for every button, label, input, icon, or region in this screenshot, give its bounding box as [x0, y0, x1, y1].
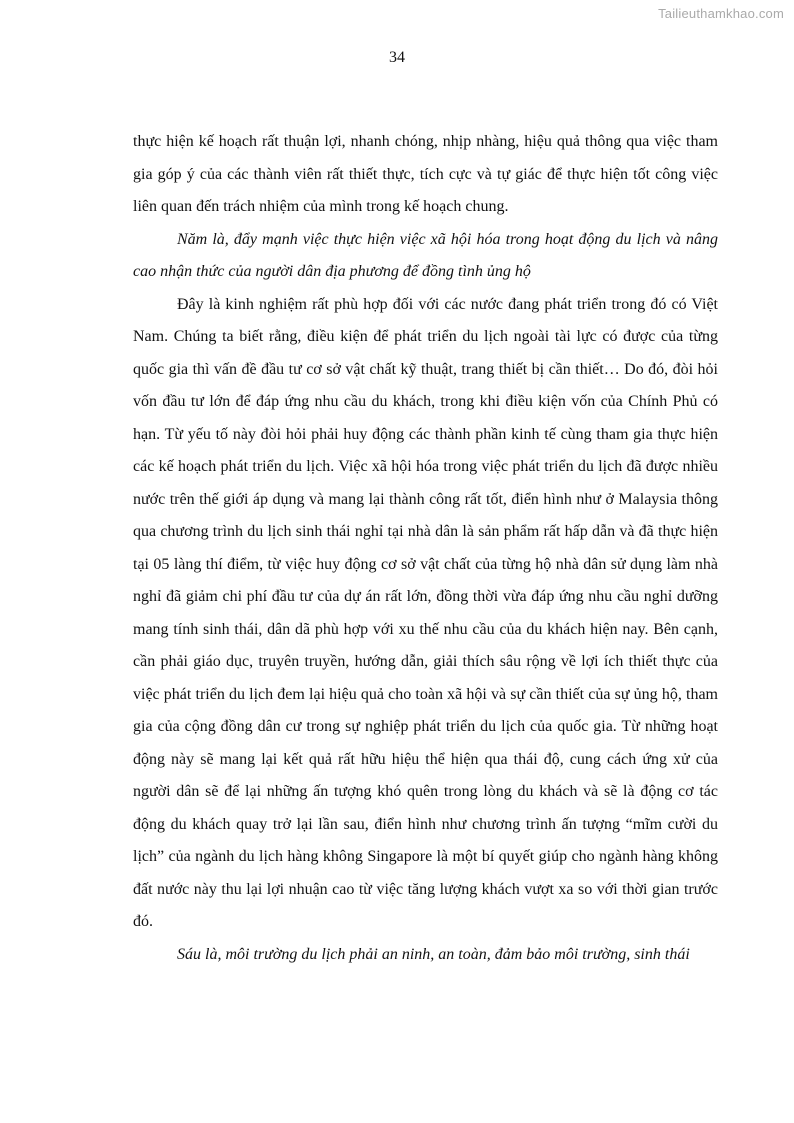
section-heading-6: Sáu là, môi trường du lịch phải an ninh, an toàn, đảm bảo môi trường, sinh thái — [177, 945, 690, 963]
watermark: Tailieuthamkhao.com — [658, 6, 784, 21]
page-number: 34 — [389, 49, 405, 66]
document-body — [133, 126, 718, 971]
paragraph-body: Đây là kinh nghiệm rất phù hợp đối với các nước đang phát triển trong đó có Việt Nam. Chúng ta biết rằng, điều kiện để phát triển du lịch ngoài tài lực có được của từng quốc gia thì vấn đề đầu tư cơ sở vật chất kỹ thuật, trang thiết bị cần thiết… Do đó, đòi hỏi vốn đầu tư lớn để đáp ứng nhu cầu du khách, trong khi điều kiện vốn của Chính Phủ có hạn. Từ yếu tố này đòi hỏi phải huy động các thành phần kinh tế cùng tham gia thực hiện các kế hoạch phát triển du lịch. Việc xã hội hóa trong việc phát triển du lịch đã được nhiều nước trên thế giới áp dụng và mang lại thành công rất tốt, điển hình như ở Malaysia thông qua chương trình du lịch sinh thái nghỉ tại nhà dân là sản phẩm rất hấp dẫn và đã thực hiện tại 05 làng thí điểm, từ việc huy động cơ sở vật chất của từng hộ nhà dân sử dụng làm nhà nghỉ đã giảm chi phí đầu tư của dự án rất lớn, đồng thời vừa đáp ứng nhu cầu nghỉ dưỡng mang tính sinh thái, dân dã phù hợp với xu thế nhu cầu của du khách hiện nay. Bên cạnh, cần phải giáo dục, truyên truyền, hướng dẫn, giải thích sâu rộng về lợi ích thiết thực của việc phát triển du lịch đem lại hiệu quả cho toàn xã hội và sự cần thiết của sự ủng hộ, tham gia của cộng đồng dân cư trong sự nghiệp phát triển du lịch của quốc gia. Từ những hoạt động này sẽ mang lại kết quả rất hữu hiệu thể hiện qua thái độ, cung cách ứng xử của người dân sẽ để lại những ấn tượng khó quên trong lòng du khách và sẽ là động cơ tác động du khách quay trở lại lần sau, điển hình như chương trình ấn tượng “mĩm cười du lịch” của ngành du lịch hàng không Singapore là một bí quyết giúp cho ngành hàng không đất nước này thu lại lợi nhuận cao từ việc tăng lượng khách vượt xa so với thời gian trước đó. — [133, 295, 718, 930]
paragraph-continuation: thực hiện kế hoạch rất thuận lợi, nhanh chóng, nhịp nhàng, hiệu quả thông qua việc tham gia góp ý của các thành viên rất thiết thực, tích cực và tự giác để thực hiện tốt công việc liên quan đến trách nhiệm của mình trong kế hoạch chung. — [133, 133, 718, 215]
section-heading-5: Năm là, đẩy mạnh việc thực hiện việc xã hội hóa trong hoạt động du lịch và nâng cao nhận thức của người dân địa phương để đồng tình ủng hộ — [133, 230, 718, 280]
